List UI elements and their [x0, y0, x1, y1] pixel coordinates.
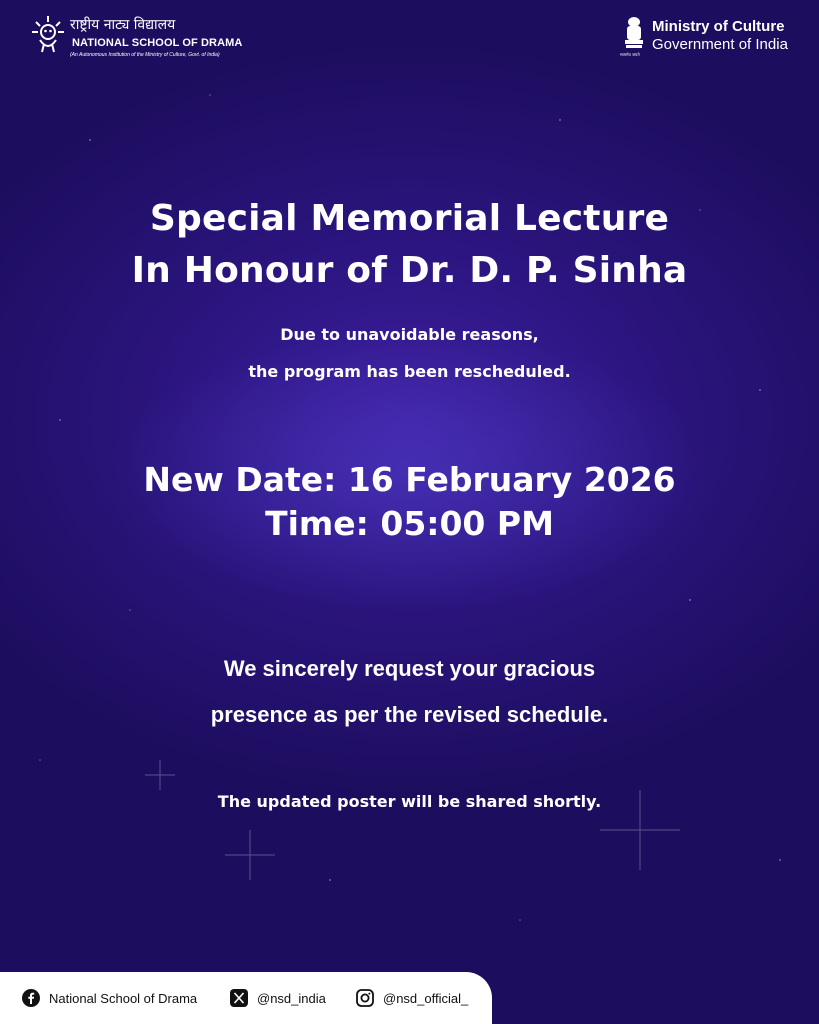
nsd-hindi-name: राष्ट्रीय नाट्य विद्यालय: [70, 17, 176, 33]
request-line-1: We sincerely request your gracious: [223, 656, 596, 681]
notice-line-2: the program has been rescheduled.: [248, 362, 571, 381]
title-line-1: Special Memorial Lecture: [149, 198, 670, 239]
nsd-emblem-icon: [30, 14, 66, 54]
ministry-motto: सत्यमेव जयते: [620, 52, 640, 57]
event-title: [0, 193, 819, 297]
x-label: @nsd_india: [257, 990, 326, 1006]
new-time: Time: 05:00 PM: [265, 504, 554, 543]
new-schedule: [0, 458, 819, 546]
instagram-icon: [356, 989, 374, 1007]
notice-line-1: Due to unavoidable reasons,: [280, 325, 539, 344]
title-line-2: In Honour of Dr. D. P. Sinha: [131, 250, 688, 291]
x-link[interactable]: [230, 972, 326, 1024]
request-line-2: presence as per the revised schedule.: [210, 702, 609, 727]
ministry-subtitle: Government of India: [652, 36, 788, 53]
facebook-label: National School of Drama: [49, 990, 198, 1006]
ministry-title: Ministry of Culture: [652, 18, 785, 35]
instagram-link[interactable]: [356, 972, 468, 1024]
sparkle-icon: [145, 760, 680, 880]
nsd-tagline: (An Autonomous Institution of the Ministry of Culture, Govt. of India): [70, 52, 220, 58]
update-note: The updated poster will be shared shortly.: [217, 792, 602, 811]
x-icon: [230, 989, 248, 1007]
nsd-english-name: NATIONAL SCHOOL OF DRAMA: [72, 37, 243, 49]
facebook-link[interactable]: [22, 972, 197, 1024]
reschedule-notice: [0, 316, 819, 390]
social-footer: [0, 972, 492, 1024]
facebook-icon: [22, 989, 40, 1007]
attendance-request: [0, 646, 819, 738]
new-date: New Date: 16 February 2026: [143, 460, 676, 499]
ministry-logo: [622, 14, 797, 60]
nsd-logo: [30, 12, 243, 64]
instagram-label: @nsd_official_: [383, 990, 469, 1006]
